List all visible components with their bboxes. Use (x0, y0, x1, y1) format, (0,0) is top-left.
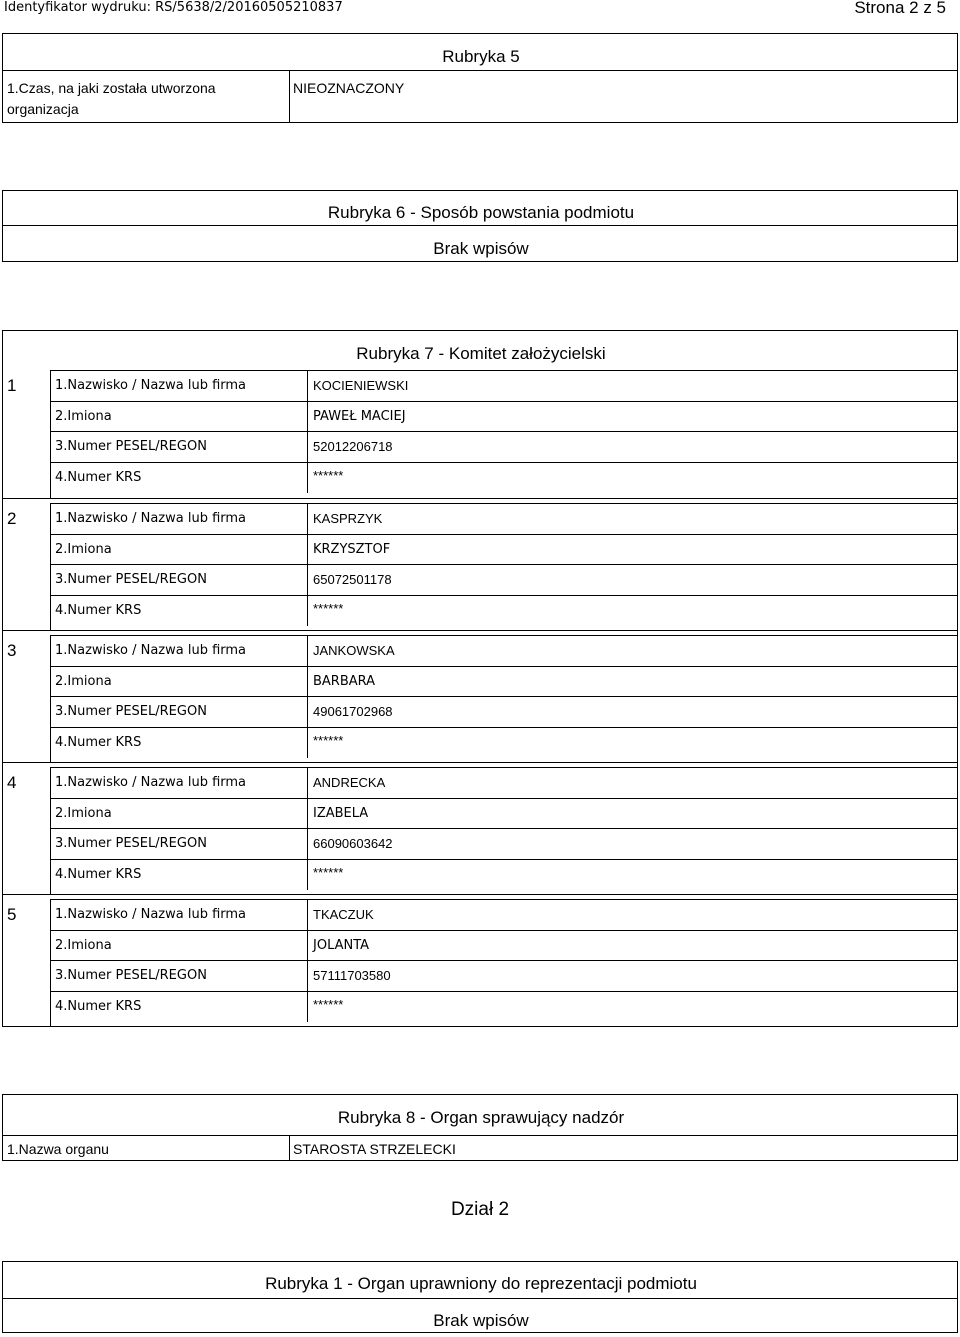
member-row-pesel (50, 431, 957, 463)
member-value-pesel: 66090603642 (313, 836, 393, 851)
member-label-surname: 1.Nazwisko / Nazwa lub firma (55, 775, 247, 790)
member-value-names: BARBARA (313, 673, 376, 689)
dzial-2-rubryka-1-title: Rubryka 1 - Organ uprawniony do reprezentacji podmiotu (265, 1274, 697, 1293)
member-value-pesel: 52012206718 (313, 439, 393, 454)
member-label-pesel: 3.Numer PESEL/REGON (55, 439, 207, 454)
rubryka-5-label-line2: organizacja (7, 101, 79, 117)
member-cell-divider (307, 402, 308, 433)
member-cell-divider (307, 535, 308, 566)
rubryka-5-title: Rubryka 5 (442, 47, 520, 66)
member-label-names: 2.Imiona (55, 805, 112, 821)
member-row-names (50, 534, 957, 566)
print-identifier: Identyfikator wydruku: RS/5638/2/20160505210837 (4, 0, 343, 15)
committee-member-block (3, 366, 957, 498)
member-row-pesel (50, 564, 957, 596)
member-value-krs: ****** (313, 467, 344, 483)
member-label-pesel: 3.Numer PESEL/REGON (55, 836, 207, 851)
rubryka-5-label-line1: 1.Czas, na jaki została utworzona (7, 80, 216, 96)
member-number: 2 (7, 509, 17, 528)
member-label-krs: 4.Numer KRS (55, 469, 142, 485)
member-number: 3 (7, 641, 17, 660)
rubryka-8-title: Rubryka 8 - Organ sprawujący nadzór (337, 1108, 625, 1127)
member-cell-divider (307, 636, 308, 667)
rubryka-6-value: Brak wpisów (433, 239, 529, 258)
member-label-pesel: 3.Numer PESEL/REGON (55, 704, 207, 719)
member-cell-divider (307, 900, 308, 931)
member-value-pesel: 65072501178 (313, 572, 392, 587)
member-number: 4 (7, 773, 17, 792)
dzial-2-rubryka-1-section (2, 1261, 958, 1333)
member-row-krs (50, 595, 957, 627)
committee-member-block (3, 894, 957, 1027)
rubryka-6-title: Rubryka 6 - Sposób powstania podmiotu (327, 203, 635, 222)
member-value-surname: ANDRECKA (313, 775, 386, 790)
member-label-names: 2.Imiona (55, 937, 112, 953)
member-label-surname: 1.Nazwisko / Nazwa lub firma (55, 907, 247, 922)
dzial-2-rubryka-1-value: Brak wpisów (433, 1311, 529, 1330)
member-label-pesel: 3.Numer PESEL/REGON (55, 572, 207, 587)
member-value-surname: KOCIENIEWSKI (313, 378, 409, 393)
member-row-pesel (50, 828, 957, 860)
member-row-surname (50, 767, 957, 799)
member-label-krs: 4.Numer KRS (55, 734, 142, 750)
member-value-names: KRZYSZTOF (313, 541, 391, 557)
member-row-krs (50, 859, 957, 891)
member-cell-divider (307, 799, 308, 830)
member-label-krs: 4.Numer KRS (55, 866, 142, 882)
member-cell-divider (307, 432, 308, 463)
member-cell-divider (307, 931, 308, 962)
member-label-pesel: 3.Numer PESEL/REGON (55, 968, 207, 983)
member-cell-divider (307, 728, 308, 759)
member-row-names (50, 798, 957, 830)
member-cell-divider (307, 860, 308, 891)
member-cell-divider (307, 504, 308, 535)
member-value-names: JOLANTA (313, 937, 370, 953)
rubryka-7-title: Rubryka 7 - Komitet założycielski (356, 344, 606, 363)
member-row-names (50, 666, 957, 698)
member-cell-divider (307, 565, 308, 596)
member-row-surname (50, 370, 957, 402)
member-row-krs (50, 727, 957, 759)
rubryka-8-section (2, 1094, 958, 1161)
member-label-surname: 1.Nazwisko / Nazwa lub firma (55, 643, 247, 658)
member-row-names (50, 401, 957, 433)
committee-member-block (3, 630, 957, 763)
member-cell-divider (307, 768, 308, 799)
member-cell-divider (307, 667, 308, 698)
member-value-krs: ****** (313, 600, 344, 616)
member-label-names: 2.Imiona (55, 673, 112, 689)
rubryka-5-value: NIEOZNACZONY (293, 80, 405, 96)
member-value-surname: JANKOWSKA (313, 643, 395, 658)
member-value-names: PAWEŁ MACIEJ (313, 408, 406, 424)
member-row-krs (50, 991, 957, 1023)
member-row-surname (50, 899, 957, 931)
member-label-surname: 1.Nazwisko / Nazwa lub firma (55, 511, 247, 526)
member-label-surname: 1.Nazwisko / Nazwa lub firma (55, 378, 247, 393)
member-value-pesel: 49061702968 (313, 704, 393, 719)
member-label-names: 2.Imiona (55, 541, 112, 557)
member-value-surname: TKACZUK (313, 907, 374, 922)
rubryka-7-section (2, 330, 958, 1027)
member-number: 1 (7, 376, 17, 395)
member-cell-divider (307, 596, 308, 627)
member-row-krs (50, 462, 957, 494)
member-row-surname (50, 635, 957, 667)
member-label-krs: 4.Numer KRS (55, 998, 142, 1014)
member-row-pesel (50, 960, 957, 992)
member-value-krs: ****** (313, 996, 344, 1012)
dzial-2-heading: Dział 2 (450, 1199, 510, 1220)
member-label-names: 2.Imiona (55, 408, 112, 424)
member-cell-divider (307, 829, 308, 860)
member-number: 5 (7, 905, 17, 924)
member-cell-divider (307, 992, 308, 1023)
member-row-pesel (50, 696, 957, 728)
rubryka-6-section (2, 190, 958, 262)
committee-member-block (3, 762, 957, 895)
member-value-krs: ****** (313, 864, 344, 880)
page-number: Strona 2 z 5 (854, 0, 946, 17)
member-cell-divider (307, 371, 308, 402)
member-cell-divider (307, 463, 308, 494)
member-row-surname (50, 503, 957, 535)
member-row-names (50, 930, 957, 962)
member-value-surname: KASPRZYK (313, 511, 383, 526)
rubryka-5-section (2, 33, 958, 123)
member-value-krs: ****** (313, 732, 344, 748)
committee-member-block (3, 498, 957, 631)
member-value-names: IZABELA (313, 805, 369, 821)
member-cell-divider (307, 961, 308, 992)
rubryka-8-label: 1.Nazwa organu (7, 1141, 109, 1157)
member-value-pesel: 57111703580 (313, 968, 391, 983)
rubryka-8-value: STAROSTA STRZELECKI (293, 1141, 456, 1157)
member-cell-divider (307, 697, 308, 728)
member-label-krs: 4.Numer KRS (55, 602, 142, 618)
